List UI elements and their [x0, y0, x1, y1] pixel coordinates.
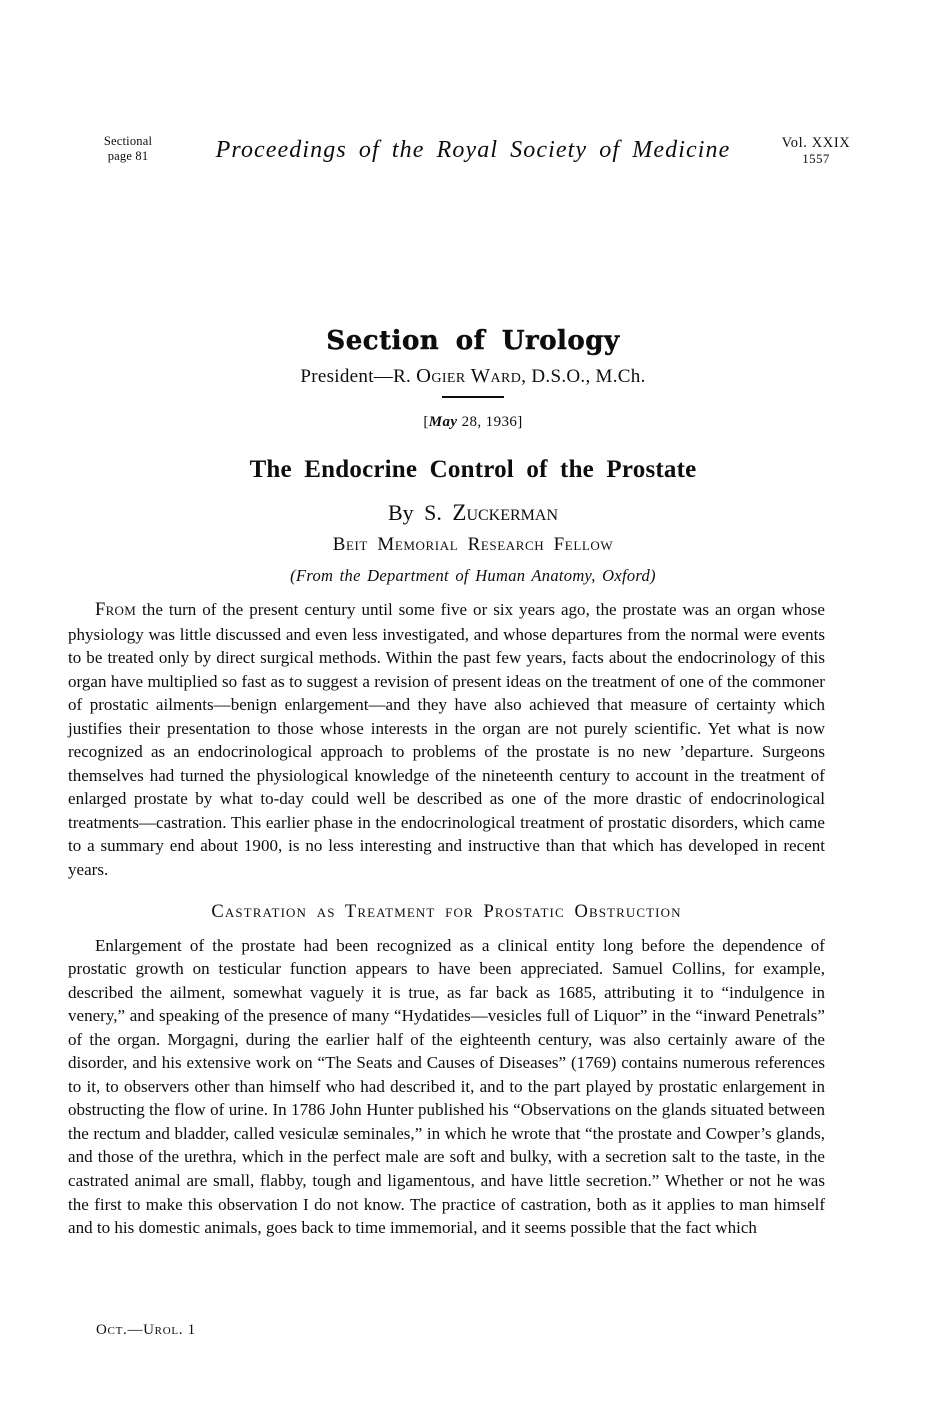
president-prefix: President—R.	[300, 366, 417, 387]
page-footer-signature: Oct.—Urol. 1	[96, 1322, 196, 1338]
paragraph-2: Enlargement of the prostate had been recognized as a clinical entity long before the dependence of prostatic growth on testicular function appears to have been appreciated. Samuel Collins, for example, described the ailment, somewhat vaguely it is true, as far back as 1685, attributing it to “indulgence in venery,” and speaking of the presence of many “Hydatides—vesicles full of Liquor” in the “inward Penetrals” of the organ. Morgagni, during the earlier half of the eighteenth century, was also certainly aware of the disorder, and his extensive work on “The Seats and Causes of Diseases” (1769) contains numerous references to it, to observers other than himself who had described it, and to the part played by prostatic enlargement in obstructing the flow of urine. In 1786 John Hunter published his “Observations on the glands situated between the rectum and bladder, called vesiculæ seminales,” in which he wrote that “the prostate and Cowper’s glands, and those of the urethra, which in the perfect male are soft and bulky, with a secretion salt to the taste, in the castrated animal are small, flabby, tough and ligamentous, and have little secretion.” Whether or not he was the first to make this observation I do not know. The practice of castration, both as it applies to man himself and to his domestic animals, goes back to time immemorial, and it seems possible that the fact which	[68, 935, 825, 1238]
horizontal-rule	[442, 396, 504, 398]
date-bracket-open: [	[423, 414, 429, 430]
paragraph-1-text: the turn of the present century until some five or six years ago, the prostate was an organ whose physiology was little discussed and even less investigated, and whose departures from the normal were events to be treated only by direct surgical methods. Within the past few years, facts about the endocrinology of this organ have multiplied so fast as to suggest a revision of present ideas on the treatment of one of the commoner of prostatic ailments—benign enlargement—and they have also achieved that measure of certainty which justifies their presentation to those whose interests in the organ are not purely scientific. Yet what is now recognized as an endocrinological approach to problems of the prostate is no new ’departure. Surgeons themselves had turned the physiological knowledge of the nineteenth century to account in the treatment of enlarged prostate by what to-day could well be described as one of the more drastic of endocrinological treatments—castration. This earlier phase in the endocrinological treatment of prostatic disorders, which came to a summary end about 1900, is no less interesting and instructive than that which has developed in recent years.	[68, 600, 825, 880]
journal-title: Proceedings of the Royal Society of Medicine	[215, 137, 731, 163]
byline-prefix: By S.	[387, 500, 453, 525]
meeting-date	[0, 414, 946, 431]
volume-label: Vol. XXIX	[781, 135, 851, 151]
paragraph-1-lead-words: From	[95, 600, 137, 620]
institution-line: (From the Department of Human Anatomy, Oxford)	[290, 566, 656, 585]
sectional-label: Sectional	[103, 134, 153, 148]
author-name: Zuckerman	[452, 500, 559, 525]
president-name: Ogier Ward	[416, 365, 522, 387]
author-affiliation: Beit Memorial Research Fellow	[332, 534, 614, 555]
president-suffix: , D.S.O., M.Ch.	[521, 366, 646, 387]
paragraph-1	[68, 598, 825, 882]
body-column	[68, 598, 825, 1240]
date-month: May	[428, 414, 458, 430]
sectional-page-number: page 81	[107, 149, 149, 163]
volume-block	[746, 135, 886, 167]
article-title: The Endocrine Control of the Prostate	[249, 456, 697, 483]
running-head	[0, 132, 946, 180]
issue-number: 1557	[802, 151, 830, 166]
date-rest: 28, 1936]	[457, 414, 523, 430]
section-heading-castration: Castration as Treatment for Prostatic Obstruction	[211, 901, 682, 922]
section-title: Section of Urology	[326, 326, 620, 356]
author-byline	[0, 500, 946, 526]
president-line	[0, 365, 946, 388]
